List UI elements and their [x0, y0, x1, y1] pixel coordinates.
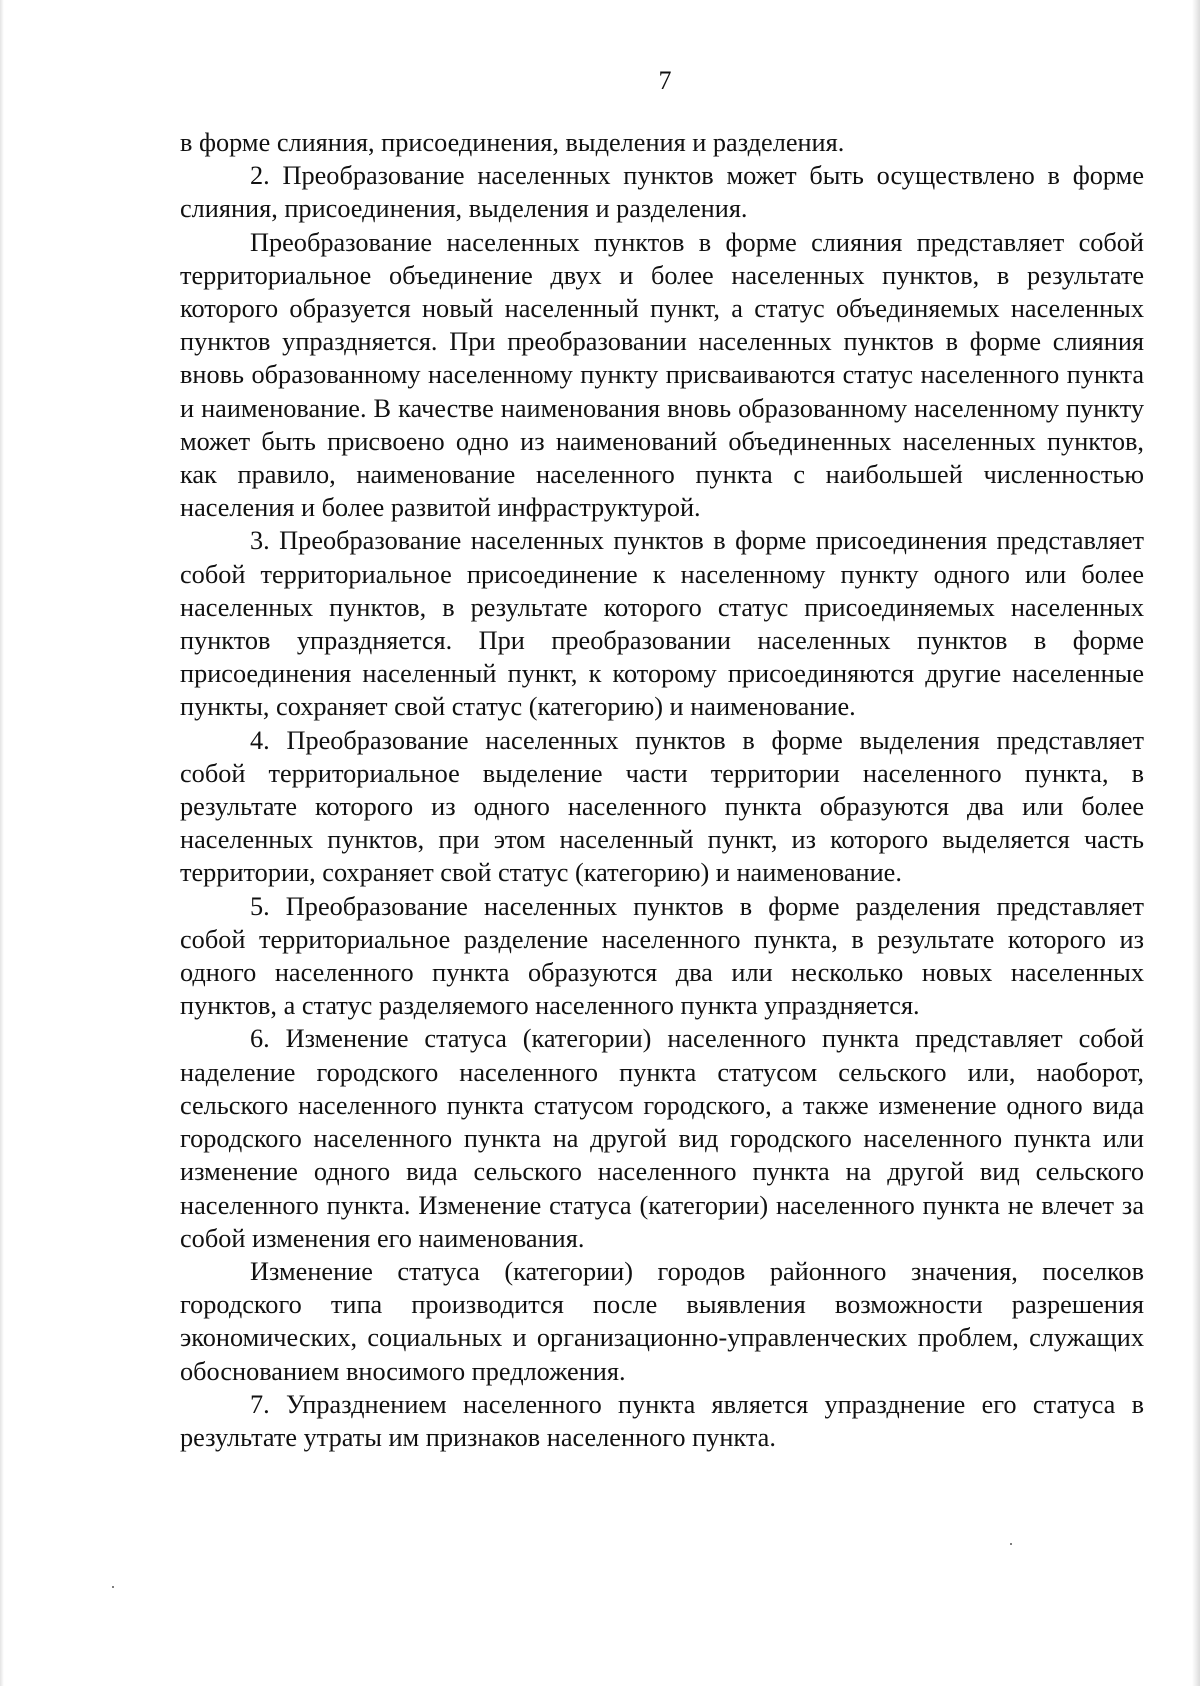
paragraph-item-7: 7. Упразднением населенного пункта является упразднение его статуса в результате утраты им признаков населенного пункта.: [180, 1389, 1144, 1452]
scan-speck: [1010, 1543, 1012, 1545]
page-number: 7: [658, 66, 672, 95]
paragraph-merger: Преобразование населенных пунктов в форме слияния представляет собой территориальное объединение двух и более населенных пунктов, в результате которого образуется новый населенный пункт, а статус объединяемых населенных пунктов упраздняется. При преобразовании населенных пунктов в форме слияния вновь образованному населенному пункту присваиваются статус населенного пункта и наименование. В качестве наименования вновь образованному населенному пункту может быть присвоено одно из наименований объединенных населенных пунктов, как правило, наименование населенного пункта с наибольшей численностью населения и более развитой инфраструктурой.: [180, 227, 1144, 523]
paragraph-item-2: 2. Преобразование населенных пунктов может быть осуществлено в форме слияния, присоединения, выделения и разделения.: [180, 161, 1144, 224]
paragraph-item-5: 5. Преобразование населенных пунктов в форме разделения представляет собой территориальное разделение населенного пункта, в результате которого из одного населенного пункта образуются два или несколько новых населенных пунктов, а статус разделяемого населенного пункта упраздняется.: [180, 891, 1144, 1021]
paragraph-continuation: в форме слияния, присоединения, выделения и разделения.: [180, 128, 845, 157]
paragraph-status-change: Изменение статуса (категории) городов районного значения, поселков городского типа производится после выявления возможности разрешения экономических, социальных и организационно-управленческих проблем, служащих обоснованием вносимого предложения.: [180, 1256, 1144, 1386]
paragraph-item-6: 6. Изменение статуса (категории) населенного пункта представляет собой наделение городского населенного пункта статусом сельского или, наоборот, сельского населенного пункта статусом городского, а также изменение одного вида городского населенного пункта на другой вид городского населенного пункта или изменение одного вида сельского населенного пункта на другой вид сельского населенного пункта. Изменение статуса (категории) населенного пункта не влечет за собой изменения его наименования.: [180, 1024, 1144, 1253]
paragraph-item-3: 3. Преобразование населенных пунктов в форме присоединения представляет собой территориальное присоединение к населенному пункту одного или более населенных пунктов, в результате которого статус присоединяемых населенных пунктов упраздняется. При преобразовании населенных пунктов в форме присоединения населенный пункт, к которому присоединяются другие населенные пункты, сохраняет свой статус (категорию) и наименование.: [180, 526, 1144, 722]
scan-speck: [112, 1586, 114, 1588]
scan-edge-left: [0, 0, 4, 1686]
paragraph-item-4: 4. Преобразование населенных пунктов в форме выделения представляет собой территориальное выделение части территории населенного пункта, в результате которого из одного населенного пункта образуются два или более населенных пунктов, при этом населенный пункт, из которого выделяется часть территории, сохраняет свой статус (категорию) и наименование.: [180, 725, 1144, 888]
scan-edge-right: [1192, 0, 1200, 1686]
document-body: [180, 126, 1144, 1454]
